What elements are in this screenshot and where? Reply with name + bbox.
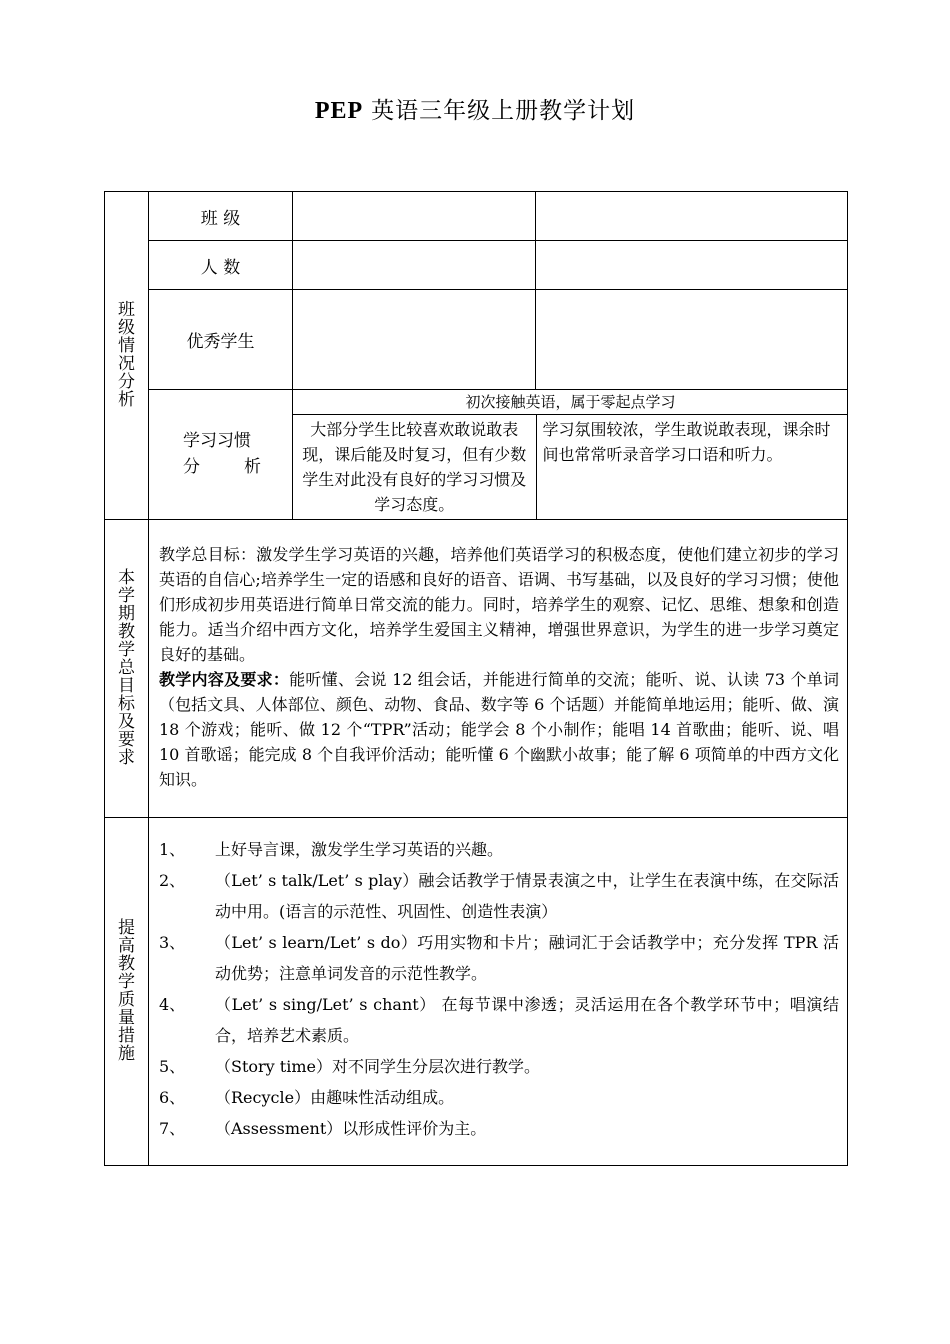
title-prefix: PEP [314,98,364,124]
measure-text: （Story time）对不同学生分层次进行教学。 [215,1056,540,1076]
measure-text: （Assessment）以形成性评价为主。 [215,1118,487,1138]
content-text: 能听懂、会说 12 组会话，并能进行简单的交流；能听、说、认读 73 个单词（包括文具、人体部位、颜色、动物、食品、数字等 6 个话题）并能简单地运用；能听、做、演 18 个游戏；能听、做 12 个“TPR”活动；能学会 8 个小制作；能唱 14 首歌曲；能听、说、唱 10 首歌谣；能完成 8 个自我评价活动；能听懂 6 个幽默小故事；能了解 6 项简单的中西方文化知识。 [159,669,839,789]
count-value-2[interactable] [536,241,848,290]
section2-label-char: 本 [118,568,135,588]
section1-label [105,192,149,520]
measure-num: 6、 [159,1087,186,1107]
section1-label-char: 情 [118,336,135,357]
section2-label-char: 目 [118,676,135,696]
section2-label-char: 求 [118,748,135,768]
habit-top-note: 初次接触英语，属于零起点学习 [293,390,848,414]
section3-label-char: 提 [118,918,135,938]
measure-item [159,1113,839,1144]
measure-item [159,834,839,865]
measure-text: （Let’ s learn/Let’ s do）巧用实物和卡片；融词汇于会话教学中；充分发挥 TPR 活动优势；注意单词发音的示范性教学。 [215,932,839,983]
habit-label-line1: 学习习惯 [183,431,251,452]
row-class [105,192,848,241]
page-title [0,92,950,125]
excellent-label: 优秀学生 [149,290,293,390]
measure-num: 4、 [159,994,186,1014]
measure-item [159,927,839,989]
measure-item [159,865,839,927]
section3-label-char: 高 [118,936,135,956]
section2-label-char: 要 [118,730,135,750]
measure-item [159,1082,839,1113]
section1-label-char: 班 [118,300,135,321]
row-excellent [105,290,848,390]
habit-right-desc: 学习氛围较浓，学生敢说敢表现，课余时间也常常听录音学习口语和听力。 [536,414,848,519]
class-value-2[interactable] [536,192,848,241]
excellent-value-1[interactable] [293,290,536,390]
habit-label [149,390,293,520]
habit-label-line2 [183,454,292,480]
section3-label-char: 措 [118,1026,135,1046]
section1-label-char: 析 [118,390,135,411]
habit-label-line2b: 析 [244,457,261,478]
section3-label-char: 学 [118,972,135,992]
measure-item [159,989,839,1051]
section2-label-char: 及 [118,712,135,732]
goals-cell [149,519,848,817]
class-label: 班 级 [149,192,293,241]
measure-num: 1、 [159,839,186,859]
section3-label-char: 施 [118,1044,135,1064]
section1-label-char: 况 [118,354,135,375]
section3-label-char: 质 [118,990,135,1010]
section1-label-char: 级 [118,318,135,339]
section3-label [105,817,149,1165]
measure-num: 2、 [159,870,186,890]
measure-text: （Let’ s talk/Let’ s play）融会话教学于情景表演之中，让学生在表演中练，在交际活动中用。(语言的示范性、巩固性、创造性表演） [215,870,839,921]
measure-num: 3、 [159,932,186,952]
section2-label-char: 标 [118,694,135,714]
section2-label-char: 总 [118,658,135,678]
row-habit [105,390,848,520]
title-text: 英语三年级上册教学计划 [371,98,636,124]
count-value-1[interactable] [293,241,536,290]
class-value-1[interactable] [293,192,536,241]
goal-text: 教学总目标：激发学生学习英语的兴趣，培养他们英语学习的积极态度，使他们建立初步的学习英语的自信心;培养学生一定的语感和良好的语音、语调、书写基础，以及良好的学习习惯；使他们形成初步用英语进行简单日常交流的能力。同时，培养学生的观察、记忆、思维、想象和创造能力。适当介绍中西方文化，培养学生爱国主义精神，增强世界意识，为学生的进一步学习奠定良好的基础。 [159,544,839,664]
section2-label-char: 学 [118,640,135,660]
habit-left-desc: 大部分学生比较喜欢敢说敢表现，课后能及时复习，但有少数学生对此没有良好的学习习惯及学习态度。 [293,414,536,519]
count-label: 人 数 [149,241,293,290]
measure-num: 7、 [159,1118,186,1138]
habit-label-line2a: 分 [183,457,200,478]
section2-label [105,519,149,817]
measures-cell [149,817,848,1165]
measure-text: （Let’ s sing/Let’ s chant） 在每节课中渗透；灵活运用在各个教学环节中；唱演结合，培养艺术素质。 [215,994,839,1045]
section3-label-char: 量 [118,1008,135,1028]
section2-label-char: 教 [118,622,135,642]
measure-text: （Recycle）由趣味性活动组成。 [215,1087,455,1107]
section1-label-char: 分 [118,372,135,393]
row-measures [105,817,848,1165]
section3-label-char: 教 [118,954,135,974]
habit-analysis [293,390,848,520]
section2-label-char: 期 [118,604,135,624]
row-count [105,241,848,290]
content-paragraph [159,667,839,792]
measure-num: 5、 [159,1056,186,1076]
row-goals [105,519,848,817]
measure-text: 上好导言课，激发学生学习英语的兴趣。 [215,839,504,859]
habit-subtable [293,390,848,519]
content-label: 教学内容及要求： [159,669,290,689]
measure-item [159,1051,839,1082]
section2-label-char: 学 [118,586,135,606]
excellent-value-2[interactable] [536,290,848,390]
plan-table [104,191,848,1166]
